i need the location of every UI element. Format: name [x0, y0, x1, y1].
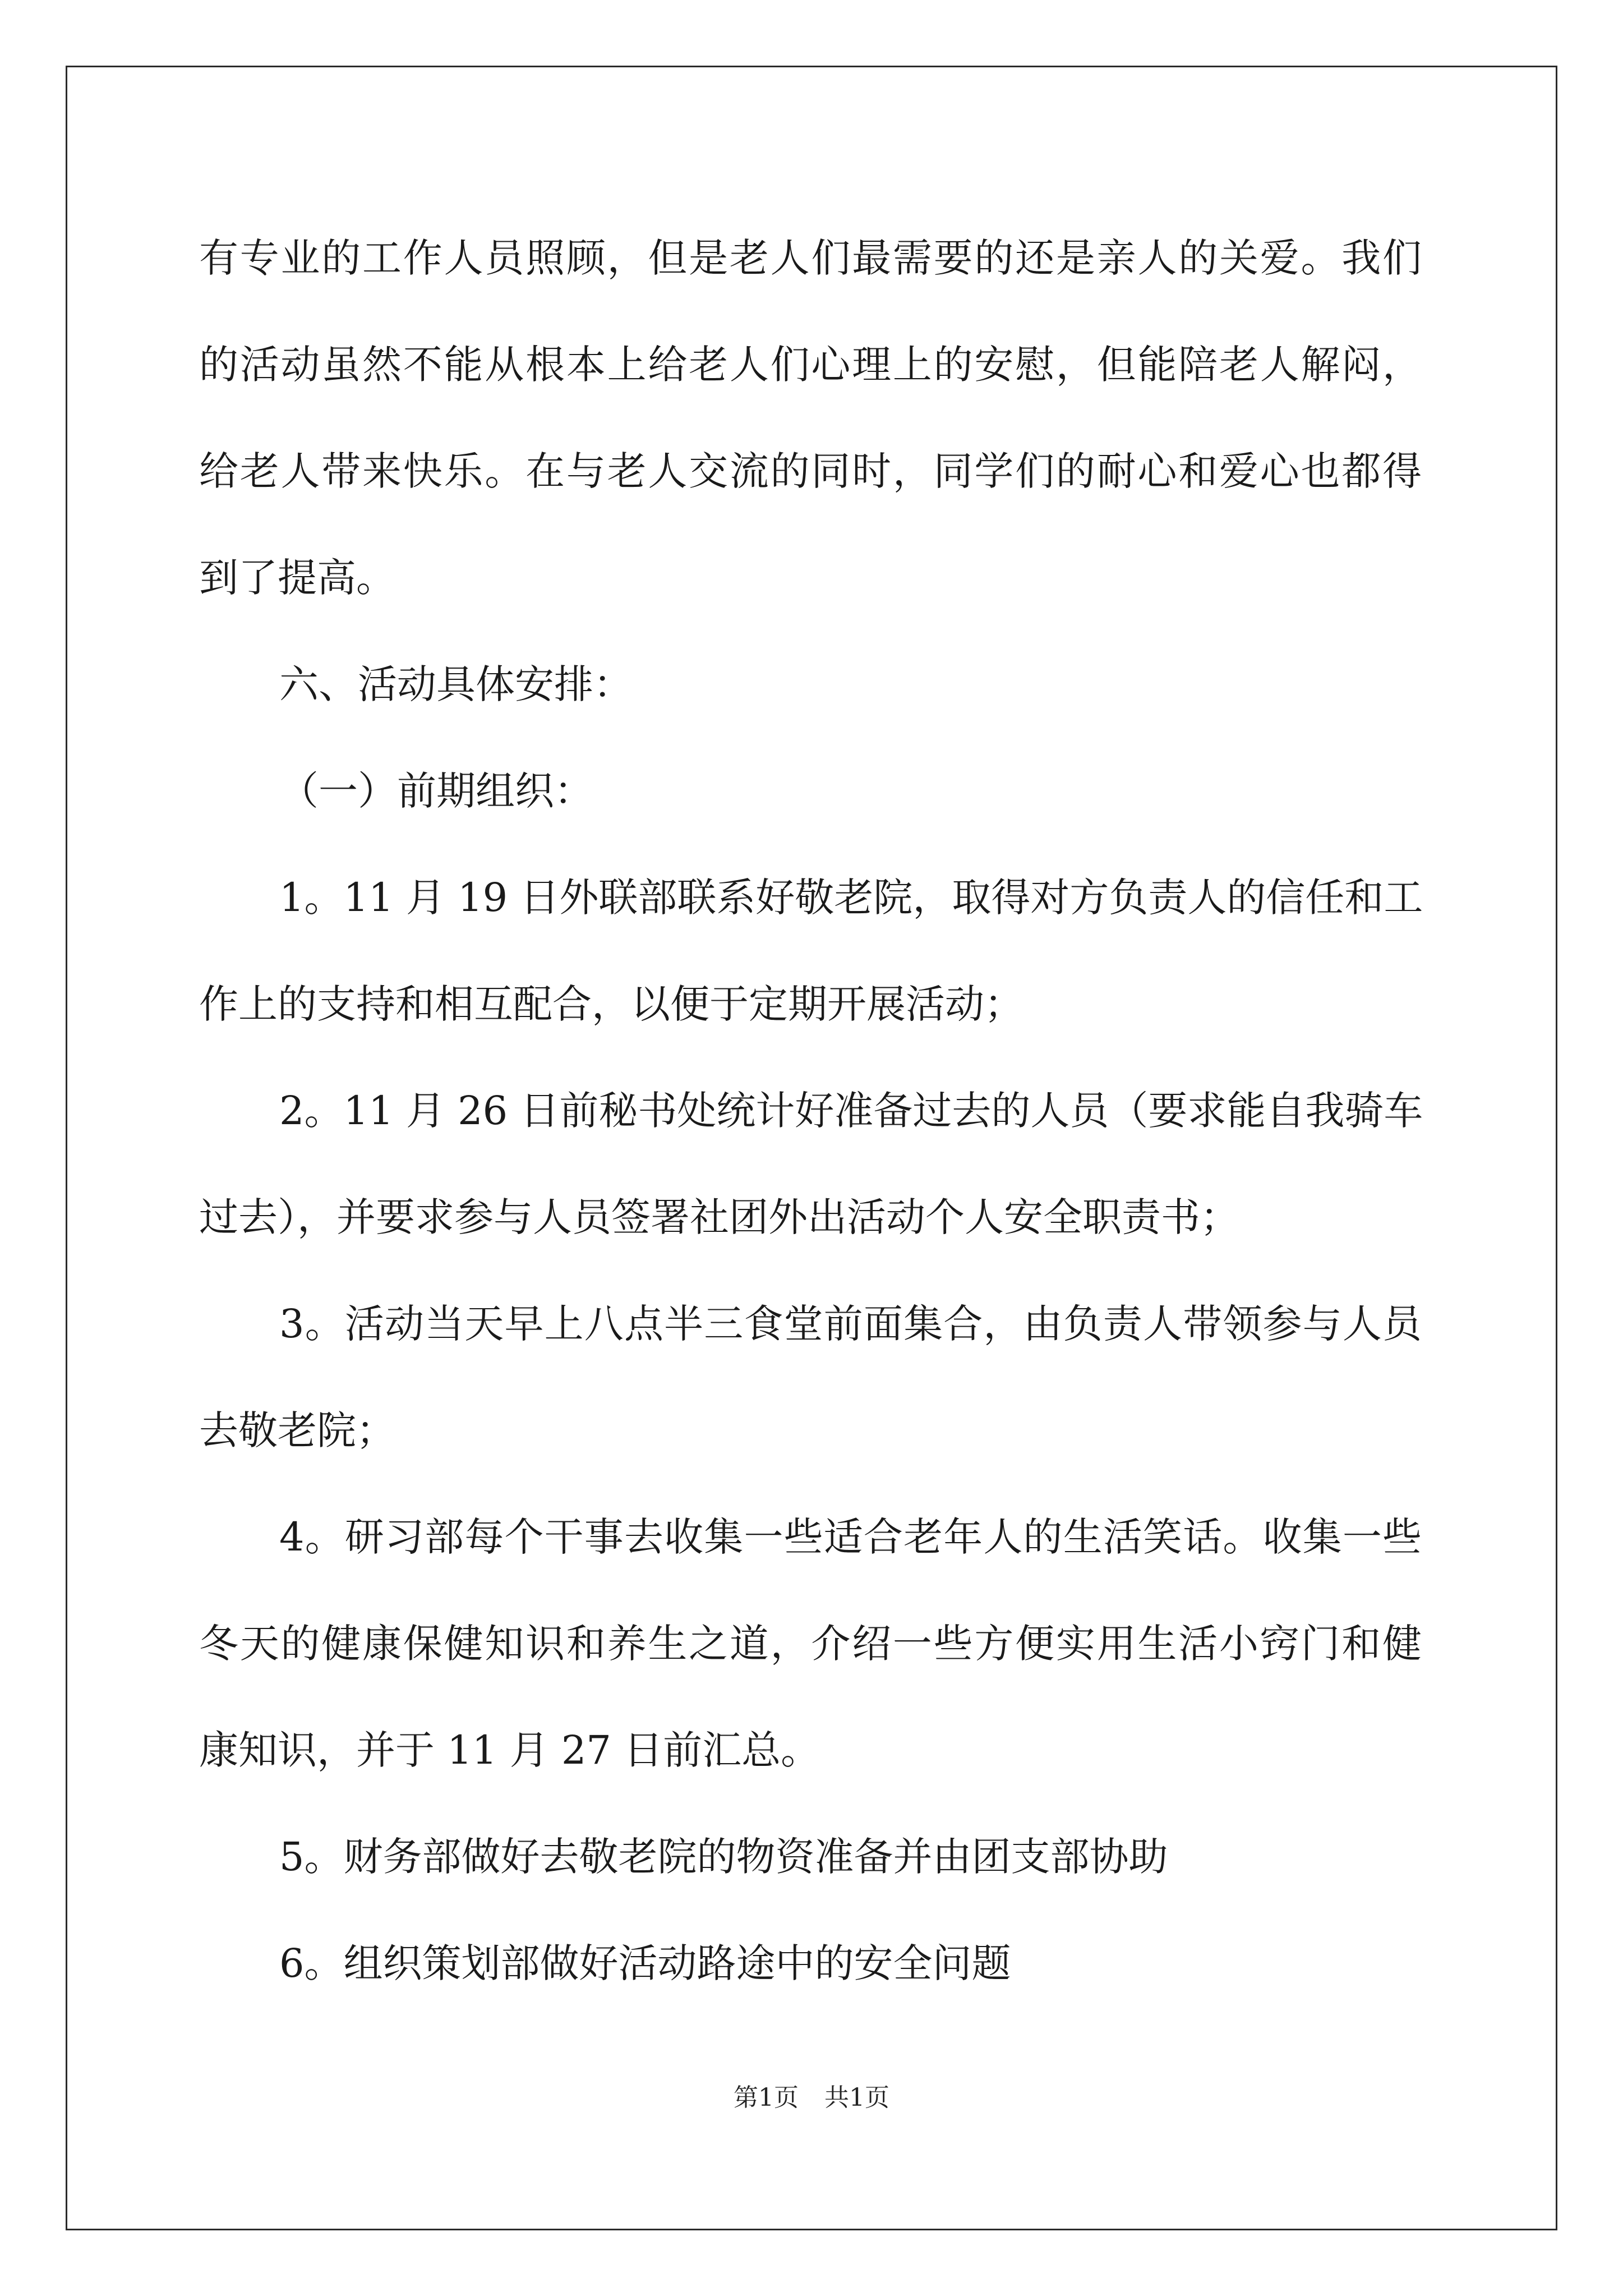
list-item-line: 3。活动当天早上八点半三食堂前面集合，由负责人带领参与人员 — [279, 1301, 1422, 1347]
paragraph-line: 到了提高。 — [199, 555, 395, 601]
list-item-line: 1。11 月 19 日外联部联系好敬老院，取得对方负责人的信任和工 — [279, 875, 1423, 921]
subsection-heading: （一）前期组织： — [279, 768, 593, 814]
paragraph-line: 的活动虽然不能从根本上给老人们心理上的安慰，但能陪老人解闷， — [199, 342, 1422, 388]
list-item-line: 6。组织策划部做好活动路途中的安全问题 — [279, 1940, 1011, 1986]
document-body — [199, 205, 1422, 2017]
list-item-line: 康知识，并于 11 月 27 日前汇总。 — [199, 1727, 820, 1773]
list-item-line: 5。财务部做好去敬老院的物资准备并由团支部协助 — [279, 1834, 1168, 1880]
section-heading: 六、活动具体安排： — [279, 661, 633, 707]
list-item-line: 2。11 月 26 日前秘书处统计好准备过去的人员（要求能自我骑车 — [279, 1088, 1423, 1134]
page-footer — [0, 2081, 1623, 2115]
paragraph-line: 有专业的工作人员照顾，但是老人们最需要的还是亲人的关爱。我们 — [199, 235, 1422, 281]
list-item-line: 4。研习部每个干事去收集一些适合老年人的生活笑话。收集一些 — [279, 1514, 1422, 1560]
page-total: 共1页 — [824, 2083, 889, 2112]
page-number: 第1页 — [734, 2083, 799, 2112]
list-item-line: 过去），并要求参与人员签署社团外出活动个人安全职责书； — [199, 1194, 1239, 1240]
paragraph-line: 给老人带来快乐。在与老人交流的同时，同学们的耐心和爱心也都得 — [199, 448, 1422, 494]
list-item-line: 作上的支持和相互配合，以便于定期开展活动； — [199, 981, 1023, 1027]
list-item-line: 冬天的健康保健知识和养生之道，介绍一些方便实用生活小窍门和健 — [199, 1621, 1422, 1667]
list-item-line: 去敬老院； — [199, 1407, 395, 1453]
